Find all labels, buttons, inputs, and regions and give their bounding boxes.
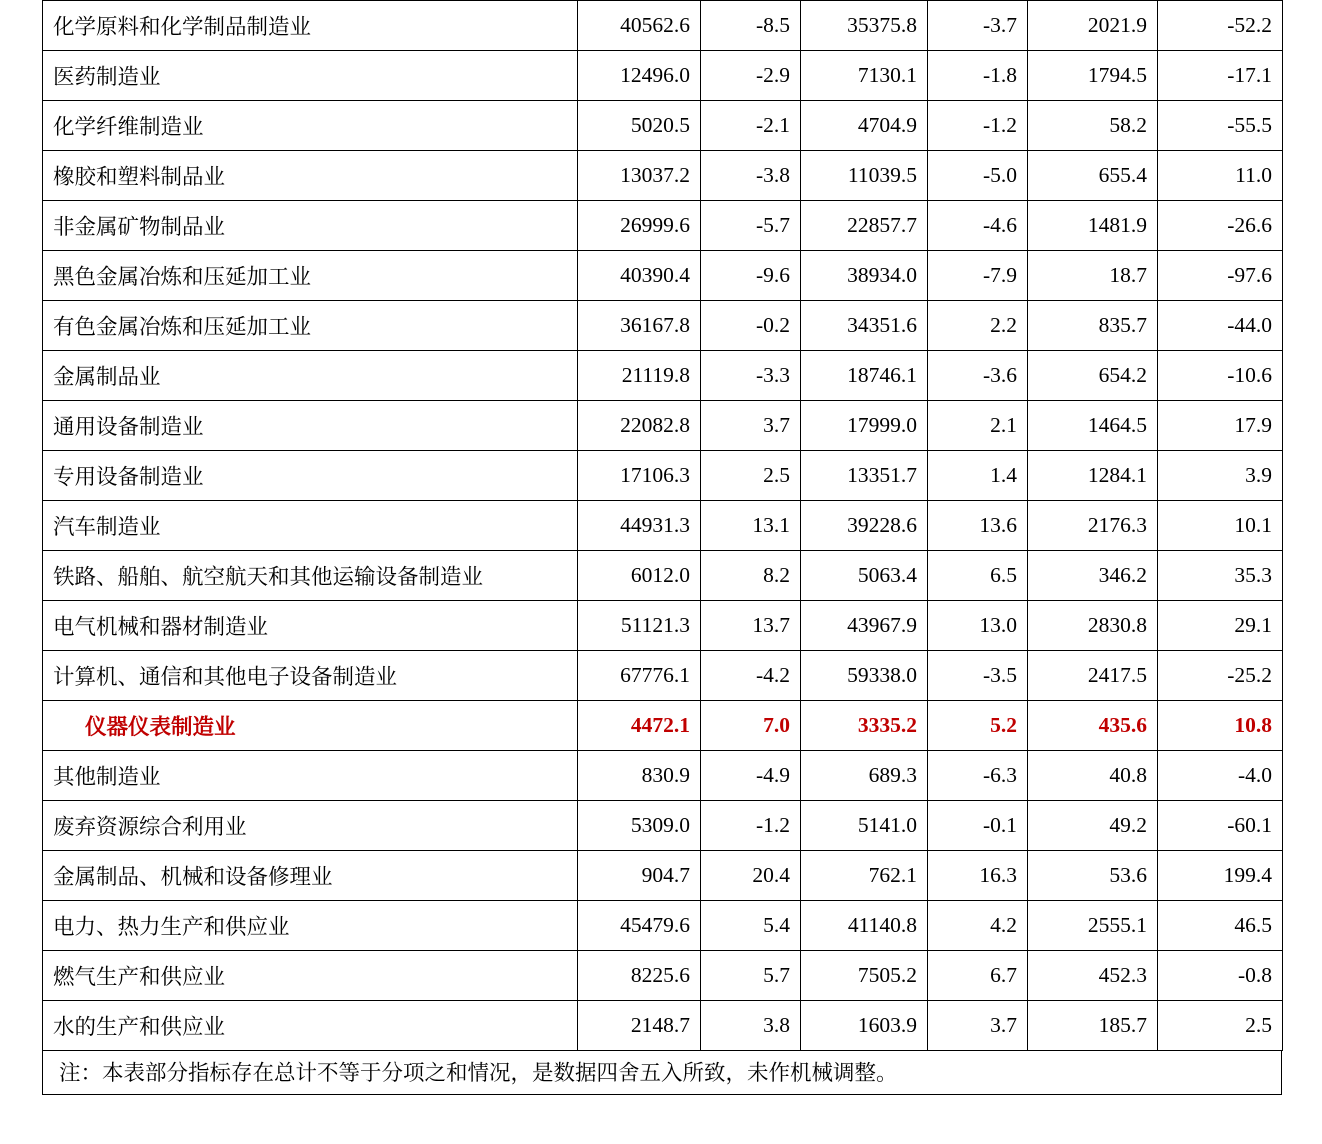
row-growth-revenue: 5.2 (928, 701, 1028, 751)
row-growth-revenue: -0.1 (928, 801, 1028, 851)
row-growth-revenue: 6.7 (928, 951, 1028, 1001)
table-row (43, 951, 1283, 1001)
row-growth-total: 8.2 (701, 551, 801, 601)
row-growth-total: 2.5 (701, 451, 801, 501)
row-growth-total: -9.6 (701, 251, 801, 301)
table-row (43, 251, 1283, 301)
row-growth-revenue: -5.0 (928, 151, 1028, 201)
row-growth-profit: -44.0 (1158, 301, 1283, 351)
row-growth-total: -4.9 (701, 751, 801, 801)
row-value-profit: 18.7 (1028, 251, 1158, 301)
table-row (43, 351, 1283, 401)
row-value-profit: 1284.1 (1028, 451, 1158, 501)
row-growth-profit: -52.2 (1158, 1, 1283, 51)
row-value-profit: 346.2 (1028, 551, 1158, 601)
row-industry-name: 橡胶和塑料制品业 (43, 151, 578, 201)
row-growth-profit: -17.1 (1158, 51, 1283, 101)
row-growth-profit: 2.5 (1158, 1001, 1283, 1051)
row-industry-name: 水的生产和供应业 (43, 1001, 578, 1051)
table-row (43, 401, 1283, 451)
row-industry-name: 黑色金属冶炼和压延加工业 (43, 251, 578, 301)
row-growth-profit: -55.5 (1158, 101, 1283, 151)
row-value-revenue: 762.1 (801, 851, 928, 901)
row-value-revenue: 38934.0 (801, 251, 928, 301)
row-value-revenue: 59338.0 (801, 651, 928, 701)
row-growth-revenue: -6.3 (928, 751, 1028, 801)
table-row (43, 451, 1283, 501)
row-industry-name: 有色金属冶炼和压延加工业 (43, 301, 578, 351)
row-value-total: 36167.8 (578, 301, 701, 351)
row-growth-revenue: -3.7 (928, 1, 1028, 51)
row-industry-name: 燃气生产和供应业 (43, 951, 578, 1001)
row-value-revenue: 35375.8 (801, 1, 928, 51)
row-industry-name: 其他制造业 (43, 751, 578, 801)
row-growth-revenue: 2.1 (928, 401, 1028, 451)
row-growth-revenue: -3.5 (928, 651, 1028, 701)
row-value-profit: 58.2 (1028, 101, 1158, 151)
row-value-revenue: 3335.2 (801, 701, 928, 751)
row-growth-profit: 199.4 (1158, 851, 1283, 901)
row-value-revenue: 1603.9 (801, 1001, 928, 1051)
row-growth-revenue: -1.2 (928, 101, 1028, 151)
row-value-profit: 655.4 (1028, 151, 1158, 201)
row-value-profit: 2176.3 (1028, 501, 1158, 551)
row-growth-profit: -4.0 (1158, 751, 1283, 801)
row-industry-name: 金属制品、机械和设备修理业 (43, 851, 578, 901)
row-value-profit: 2830.8 (1028, 601, 1158, 651)
row-industry-name: 汽车制造业 (43, 501, 578, 551)
row-industry-name: 非金属矿物制品业 (43, 201, 578, 251)
row-value-profit: 435.6 (1028, 701, 1158, 751)
row-growth-total: 3.8 (701, 1001, 801, 1051)
row-value-profit: 1464.5 (1028, 401, 1158, 451)
row-growth-revenue: 13.0 (928, 601, 1028, 651)
row-value-profit: 53.6 (1028, 851, 1158, 901)
row-industry-name: 通用设备制造业 (43, 401, 578, 451)
row-value-profit: 452.3 (1028, 951, 1158, 1001)
row-growth-profit: -97.6 (1158, 251, 1283, 301)
row-growth-profit: -0.8 (1158, 951, 1283, 1001)
row-growth-revenue: 13.6 (928, 501, 1028, 551)
row-value-total: 21119.8 (578, 351, 701, 401)
row-value-total: 830.9 (578, 751, 701, 801)
row-value-total: 904.7 (578, 851, 701, 901)
row-industry-name: 金属制品业 (43, 351, 578, 401)
table-row (43, 201, 1283, 251)
table-row (43, 301, 1283, 351)
row-value-total: 40562.6 (578, 1, 701, 51)
row-value-revenue: 22857.7 (801, 201, 928, 251)
row-value-profit: 1481.9 (1028, 201, 1158, 251)
row-growth-revenue: -3.6 (928, 351, 1028, 401)
row-growth-revenue: 4.2 (928, 901, 1028, 951)
row-value-revenue: 39228.6 (801, 501, 928, 551)
row-growth-revenue: 2.2 (928, 301, 1028, 351)
row-industry-name: 化学纤维制造业 (43, 101, 578, 151)
row-growth-total: 20.4 (701, 851, 801, 901)
row-value-revenue: 7130.1 (801, 51, 928, 101)
row-value-profit: 185.7 (1028, 1001, 1158, 1051)
row-value-total: 12496.0 (578, 51, 701, 101)
row-industry-name: 化学原料和化学制品制造业 (43, 1, 578, 51)
table-row (43, 801, 1283, 851)
row-value-total: 45479.6 (578, 901, 701, 951)
row-growth-total: -3.3 (701, 351, 801, 401)
row-value-total: 44931.3 (578, 501, 701, 551)
row-industry-name: 废弃资源综合利用业 (43, 801, 578, 851)
industry-statistics-table (42, 0, 1283, 1051)
row-growth-profit: 17.9 (1158, 401, 1283, 451)
row-growth-revenue: -4.6 (928, 201, 1028, 251)
row-value-revenue: 18746.1 (801, 351, 928, 401)
row-growth-total: 13.1 (701, 501, 801, 551)
row-growth-revenue: 3.7 (928, 1001, 1028, 1051)
row-value-total: 4472.1 (578, 701, 701, 751)
row-growth-total: 13.7 (701, 601, 801, 651)
row-growth-profit: 29.1 (1158, 601, 1283, 651)
row-value-total: 6012.0 (578, 551, 701, 601)
row-growth-total: -2.9 (701, 51, 801, 101)
row-growth-total: -1.2 (701, 801, 801, 851)
row-value-total: 51121.3 (578, 601, 701, 651)
row-value-profit: 654.2 (1028, 351, 1158, 401)
row-industry-name: 电力、热力生产和供应业 (43, 901, 578, 951)
row-growth-profit: 35.3 (1158, 551, 1283, 601)
row-growth-total: 7.0 (701, 701, 801, 751)
row-value-revenue: 7505.2 (801, 951, 928, 1001)
row-industry-name: 仪器仪表制造业 (43, 701, 578, 751)
row-industry-name: 专用设备制造业 (43, 451, 578, 501)
row-growth-total: 5.4 (701, 901, 801, 951)
row-value-profit: 2417.5 (1028, 651, 1158, 701)
table-row (43, 851, 1283, 901)
row-value-revenue: 17999.0 (801, 401, 928, 451)
row-industry-name: 医药制造业 (43, 51, 578, 101)
row-value-revenue: 43967.9 (801, 601, 928, 651)
row-growth-profit: -60.1 (1158, 801, 1283, 851)
row-growth-revenue: -1.8 (928, 51, 1028, 101)
row-growth-profit: 10.1 (1158, 501, 1283, 551)
row-value-profit: 1794.5 (1028, 51, 1158, 101)
row-growth-revenue: -7.9 (928, 251, 1028, 301)
row-growth-revenue: 1.4 (928, 451, 1028, 501)
row-growth-profit: 46.5 (1158, 901, 1283, 951)
table-row (43, 1, 1283, 51)
row-growth-profit: -10.6 (1158, 351, 1283, 401)
row-growth-total: -2.1 (701, 101, 801, 151)
row-growth-revenue: 6.5 (928, 551, 1028, 601)
row-growth-profit: 11.0 (1158, 151, 1283, 201)
table-row (43, 701, 1283, 751)
row-value-total: 26999.6 (578, 201, 701, 251)
row-growth-profit: -26.6 (1158, 201, 1283, 251)
row-growth-total: 3.7 (701, 401, 801, 451)
row-growth-total: -5.7 (701, 201, 801, 251)
row-industry-name: 计算机、通信和其他电子设备制造业 (43, 651, 578, 701)
row-growth-profit: 3.9 (1158, 451, 1283, 501)
row-growth-total: -3.8 (701, 151, 801, 201)
row-value-total: 40390.4 (578, 251, 701, 301)
row-value-revenue: 5063.4 (801, 551, 928, 601)
row-value-profit: 835.7 (1028, 301, 1158, 351)
table-row (43, 51, 1283, 101)
row-value-revenue: 11039.5 (801, 151, 928, 201)
table-body (43, 1, 1283, 1051)
table-row (43, 1001, 1283, 1051)
row-value-revenue: 34351.6 (801, 301, 928, 351)
row-value-total: 67776.1 (578, 651, 701, 701)
row-value-revenue: 4704.9 (801, 101, 928, 151)
row-growth-total: -8.5 (701, 1, 801, 51)
row-growth-profit: 10.8 (1158, 701, 1283, 751)
row-value-total: 13037.2 (578, 151, 701, 201)
row-value-revenue: 689.3 (801, 751, 928, 801)
row-value-revenue: 41140.8 (801, 901, 928, 951)
row-industry-name: 电气机械和器材制造业 (43, 601, 578, 651)
table-row (43, 901, 1283, 951)
table-row (43, 751, 1283, 801)
row-value-total: 5309.0 (578, 801, 701, 851)
table-row (43, 601, 1283, 651)
table-row (43, 151, 1283, 201)
table-row (43, 101, 1283, 151)
row-value-total: 22082.8 (578, 401, 701, 451)
row-value-profit: 2021.9 (1028, 1, 1158, 51)
row-value-revenue: 5141.0 (801, 801, 928, 851)
table-row (43, 551, 1283, 601)
table-row (43, 651, 1283, 701)
row-value-profit: 2555.1 (1028, 901, 1158, 951)
table-note: 注：本表部分指标存在总计不等于分项之和情况，是数据四舍五入所致，未作机械调整。 (42, 1051, 1282, 1095)
row-growth-total: -0.2 (701, 301, 801, 351)
row-value-profit: 49.2 (1028, 801, 1158, 851)
row-value-total: 8225.6 (578, 951, 701, 1001)
row-industry-name: 铁路、船舶、航空航天和其他运输设备制造业 (43, 551, 578, 601)
row-growth-revenue: 16.3 (928, 851, 1028, 901)
row-value-total: 17106.3 (578, 451, 701, 501)
row-growth-total: -4.2 (701, 651, 801, 701)
row-value-total: 2148.7 (578, 1001, 701, 1051)
row-value-total: 5020.5 (578, 101, 701, 151)
row-growth-total: 5.7 (701, 951, 801, 1001)
row-value-profit: 40.8 (1028, 751, 1158, 801)
row-growth-profit: -25.2 (1158, 651, 1283, 701)
row-value-revenue: 13351.7 (801, 451, 928, 501)
table-row (43, 501, 1283, 551)
